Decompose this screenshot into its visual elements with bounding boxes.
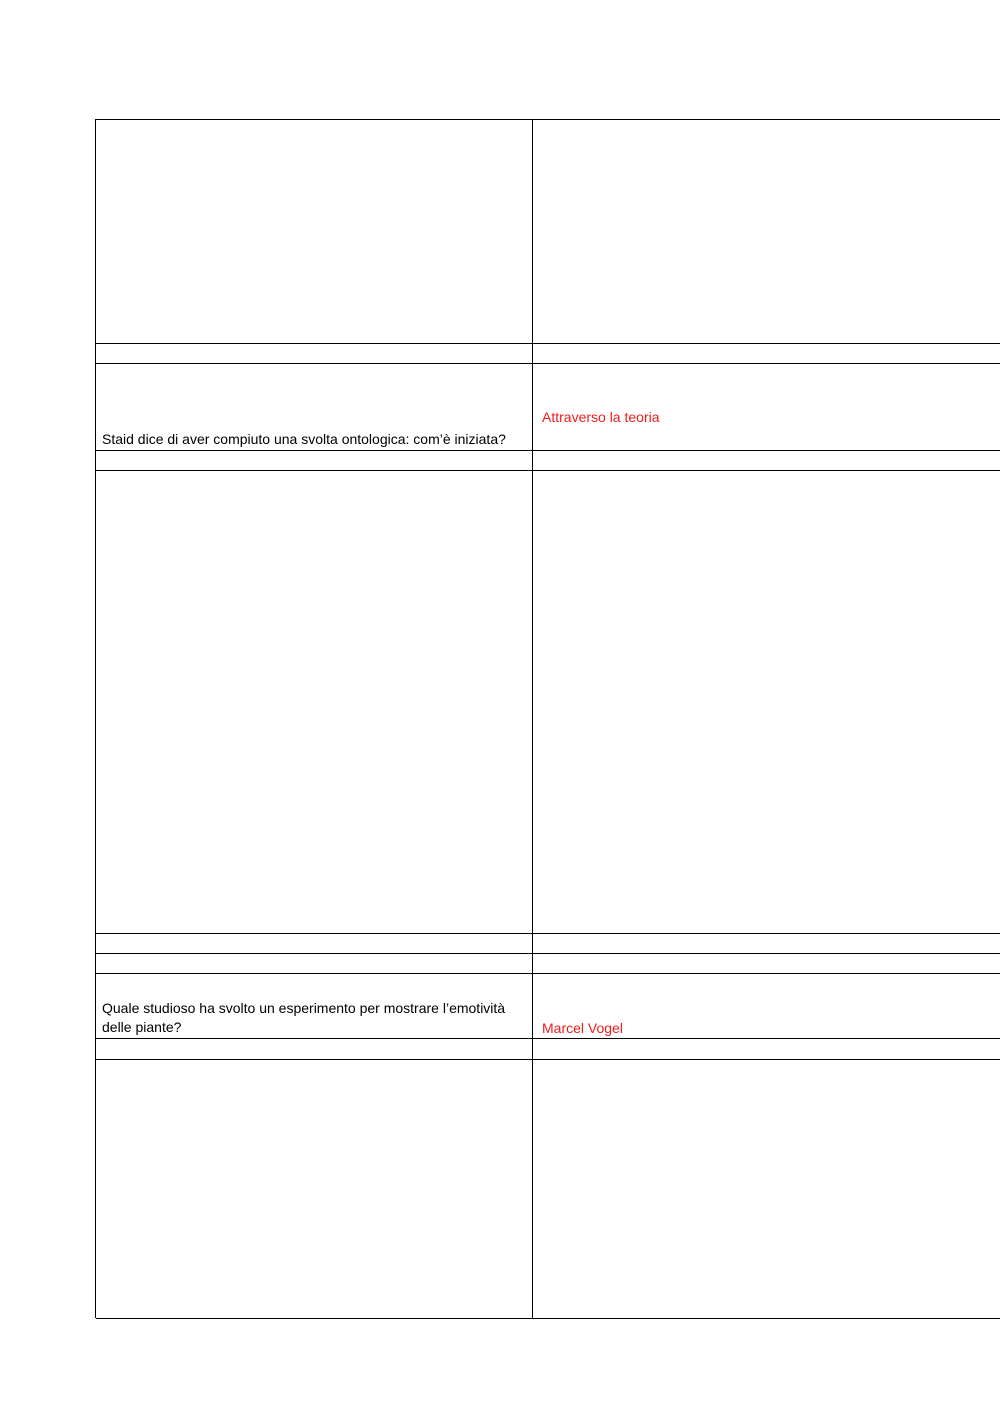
table-row: [96, 120, 1000, 344]
table-row: [96, 344, 1000, 364]
table-row: [96, 954, 1000, 974]
answer-cell: [533, 974, 1000, 1038]
table-row: [96, 1060, 1000, 1319]
answer-text: Attraverso la teoria: [542, 409, 660, 425]
answer-cell: [533, 364, 1000, 450]
table-cell: [533, 120, 1000, 343]
table-row: [96, 974, 1000, 1039]
table-cell: [533, 934, 1000, 953]
table-cell: [533, 344, 1000, 363]
question-cell: [96, 974, 533, 1038]
table-row: [96, 934, 1000, 954]
answer-text: Marcel Vogel: [542, 1020, 623, 1036]
table-cell: [533, 1039, 1000, 1059]
table-cell: [96, 934, 533, 953]
table-row: [96, 1039, 1000, 1060]
table-cell: [533, 1060, 1000, 1318]
table-cell: [96, 1060, 533, 1318]
table-cell: [96, 120, 533, 343]
table-cell: [96, 1039, 533, 1059]
table-row: [96, 451, 1000, 471]
table-cell: [96, 451, 533, 470]
table-cell: [96, 344, 533, 363]
table-row: [96, 364, 1000, 451]
question-text: Staid dice di aver compiuto una svolta ontologica: com’è iniziata?: [102, 431, 506, 447]
question-cell: [96, 364, 533, 450]
table-cell: [533, 954, 1000, 973]
table-cell: [533, 471, 1000, 933]
question-text: Quale studioso ha svolto un esperimento per mostrare l’emotività delle piante?: [102, 1000, 506, 1035]
table-cell: [533, 451, 1000, 470]
table-cell: [96, 471, 533, 933]
table-cell: [96, 954, 533, 973]
table-row: [96, 471, 1000, 934]
worksheet-table: [95, 119, 1000, 1318]
